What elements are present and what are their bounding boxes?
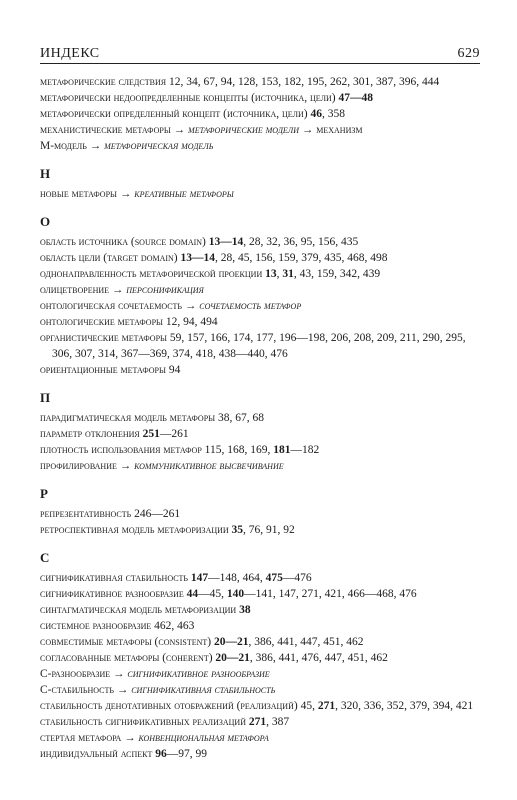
index-section <box>40 474 480 538</box>
page-refs: → <box>116 460 135 472</box>
page-refs: → <box>182 300 200 312</box>
index-entry <box>40 650 480 666</box>
index-entry <box>40 266 480 282</box>
main-page-ref: 46 <box>310 108 322 120</box>
section-gap <box>40 538 480 548</box>
main-page-ref: 13 <box>265 268 277 280</box>
index-entry <box>40 730 480 746</box>
page-refs: , 386, 441, 476, 447, 451, 462 <box>249 652 388 664</box>
index-entry <box>40 506 480 522</box>
entry-term: С-разнообразие <box>40 668 111 680</box>
main-page-ref: 271 <box>317 700 336 712</box>
cross-reference: сигнификативная стабильность <box>131 684 276 696</box>
page-refs: → <box>117 188 135 200</box>
page-refs: → <box>121 732 139 744</box>
page-refs: → <box>299 124 317 136</box>
page-refs: , 387 <box>266 716 290 728</box>
entry-term: сигнификативное разнообразие <box>40 588 184 600</box>
page-refs: 462, 463 <box>151 620 195 632</box>
entry-term: онтологическая сочетаемость <box>40 300 183 312</box>
index-entry <box>40 186 480 202</box>
main-page-ref: 96 <box>155 748 167 760</box>
section-letter: Н <box>40 166 51 181</box>
entry-term: механизм <box>316 124 363 136</box>
index-entry <box>40 698 480 714</box>
entry-term: онтологические метафоры <box>40 316 163 328</box>
index-entry <box>40 746 480 762</box>
section-letter: Р <box>40 486 48 501</box>
entry-term: совместимые метафоры (consistent) <box>40 636 212 648</box>
page-refs: 12, 94, 494 <box>163 316 218 328</box>
page-refs: 45, <box>297 700 318 712</box>
entry-term: синтагматическая модель метафоризации <box>40 604 237 616</box>
index-entry <box>40 138 480 154</box>
running-head <box>40 40 480 62</box>
entry-term: стертая метафора <box>40 732 122 744</box>
main-page-ref: 47—48 <box>338 92 373 104</box>
index-entry <box>40 714 480 730</box>
index-entry <box>40 522 480 538</box>
header-title: ИНДЕКС <box>40 46 100 61</box>
entry-term: параметр отклонения <box>40 428 140 440</box>
entry-term: метафорически определенный концепт (источника, цели) <box>40 108 308 120</box>
header-rule <box>40 63 480 64</box>
cross-reference: сигнификативное разнообразие <box>127 668 270 680</box>
section-letter: О <box>40 214 51 229</box>
cross-reference: персонификация <box>126 284 204 296</box>
main-page-ref: 475 <box>265 572 283 584</box>
entry-term: парадигматическая модель метафоры <box>40 412 216 424</box>
entry-term: профилирование <box>40 460 117 472</box>
page-refs: —45, <box>198 588 227 600</box>
page-refs: —476 <box>282 572 312 584</box>
main-page-ref: 38 <box>239 604 251 616</box>
index-section <box>40 538 480 762</box>
index-entry <box>40 634 480 650</box>
index-section <box>40 202 480 378</box>
entry-term: репрезентативность <box>40 508 132 520</box>
index-section <box>40 74 480 154</box>
section-letter: П <box>40 390 51 405</box>
page-refs: —97, 99 <box>166 748 208 760</box>
index-entry <box>40 122 480 138</box>
cross-reference: креативные метафоры <box>134 188 234 200</box>
entry-term: органистические метафоры <box>40 332 167 344</box>
index-entry <box>40 74 480 90</box>
entry-term: плотность использования метафор <box>40 444 202 456</box>
entry-term: новые метафоры <box>40 188 118 200</box>
page-refs: 12, 34, 67, 94, 128, 153, 182, 195, 262, 301, 387, 396, 444 <box>166 76 440 88</box>
page-number: 629 <box>457 46 480 61</box>
entry-term: механистические метафоры <box>40 124 171 136</box>
main-page-ref: 13—14 <box>208 236 244 248</box>
index-entry <box>40 298 480 314</box>
section-gap <box>40 474 480 484</box>
page-refs: → <box>109 284 127 296</box>
index-entry <box>40 410 480 426</box>
index-entry <box>40 234 480 250</box>
cross-reference: конвенциональная метафора <box>138 732 269 744</box>
page-refs: , 28, 45, 156, 159, 379, 435, 468, 498 <box>215 252 388 264</box>
entry-term: системное разнообразие <box>40 620 152 632</box>
main-page-ref: 13—14 <box>180 252 216 264</box>
index-body <box>40 74 480 762</box>
page-refs: —141, 147, 271, 421, 466—468, 476 <box>244 588 417 600</box>
page-refs: , 320, 336, 352, 379, 394, 421 <box>335 700 474 712</box>
page-refs: 38, 67, 68 <box>215 412 264 424</box>
page-refs: , 76, 91, 92 <box>243 524 295 536</box>
entry-term: однонаправленность метафорической проекции <box>40 268 263 280</box>
cross-reference: сочетаемость метафор <box>199 300 302 312</box>
entry-term: метафорически недоопределенные концепты (источника, цели) <box>40 92 336 104</box>
main-page-ref: 31 <box>282 268 294 280</box>
entry-term: согласованные метафоры (coherent) <box>40 652 213 664</box>
index-entry <box>40 106 480 122</box>
page-refs: , 358 <box>322 108 345 120</box>
page-refs: 246—261 <box>131 508 181 520</box>
page-refs: —148, 464, <box>208 572 266 584</box>
main-page-ref: 251 <box>142 428 160 440</box>
index-section <box>40 378 480 474</box>
entry-term: С-стабильность <box>40 684 114 696</box>
index-entry <box>40 586 480 602</box>
page-refs: , 28, 32, 36, 95, 156, 435 <box>243 236 359 248</box>
cross-reference: коммуникативное высвечивание <box>134 460 284 472</box>
page-refs: 59, 157, 166, 174, 177, 196—198, 206, 208, 209, 211, 290, 295, 306, 307, 314, 367—369, 374, 418, 438—440, 476 <box>52 332 466 360</box>
page-refs: → <box>170 124 189 136</box>
index-section <box>40 154 480 202</box>
section-gap <box>40 378 480 388</box>
cross-reference: метафорическая модель <box>104 140 214 152</box>
main-page-ref: 20—21 <box>213 636 249 648</box>
entry-term: стабильность сигнификативных реализаций <box>40 716 246 728</box>
main-page-ref: 44 <box>186 588 199 600</box>
main-page-ref: 271 <box>248 716 267 728</box>
main-page-ref: 181 <box>273 444 291 456</box>
index-entry <box>40 570 480 586</box>
index-entry <box>40 314 480 330</box>
index-entry <box>40 442 480 458</box>
section-gap <box>40 154 480 164</box>
index-entry <box>40 250 480 266</box>
main-page-ref: 20—21 <box>215 652 250 664</box>
page-refs: → <box>110 668 128 680</box>
index-entry <box>40 90 480 106</box>
page-refs: —261 <box>159 428 189 440</box>
main-page-ref: 147 <box>190 572 209 584</box>
page-refs: , 43, 159, 342, 439 <box>293 268 381 280</box>
index-entry <box>40 666 480 682</box>
index-entry <box>40 602 480 618</box>
page-refs: , 386, 441, 447, 451, 462 <box>248 636 364 648</box>
page-refs: —182 <box>290 444 320 456</box>
entry-term: стабильность денотативных отображений (реализаций) <box>40 700 298 712</box>
entry-term: ретроспективная модель метафоризации <box>40 524 229 536</box>
main-page-ref: 35 <box>231 524 244 536</box>
entry-term: метафорические следствия <box>40 76 167 88</box>
entry-term: индивидуальный аспект <box>40 748 153 760</box>
index-entry <box>40 362 480 378</box>
index-entry <box>40 618 480 634</box>
index-entry <box>40 282 480 298</box>
index-entry <box>40 682 480 698</box>
page-refs: 115, 168, 169, <box>201 444 274 456</box>
entry-term: ориентационные метафоры <box>40 364 166 376</box>
main-page-ref: 140 <box>226 588 245 600</box>
entry-term: олицетворение <box>40 284 110 296</box>
entry-term: М-модель <box>40 140 87 152</box>
entry-term: сигнификативная стабильность <box>40 572 189 584</box>
section-letter: С <box>40 550 50 565</box>
index-entry <box>40 458 480 474</box>
page-refs: → <box>113 684 132 696</box>
page-refs: 94 <box>165 364 181 376</box>
index-entry <box>40 330 480 362</box>
entry-term: область источника (source domain) <box>40 236 206 248</box>
index-entry <box>40 426 480 442</box>
section-gap <box>40 202 480 212</box>
page-refs: → <box>86 140 105 152</box>
cross-reference: метафорические модели <box>188 124 299 136</box>
page-refs: , <box>276 268 283 280</box>
entry-term: область цели (target domain) <box>40 252 178 264</box>
